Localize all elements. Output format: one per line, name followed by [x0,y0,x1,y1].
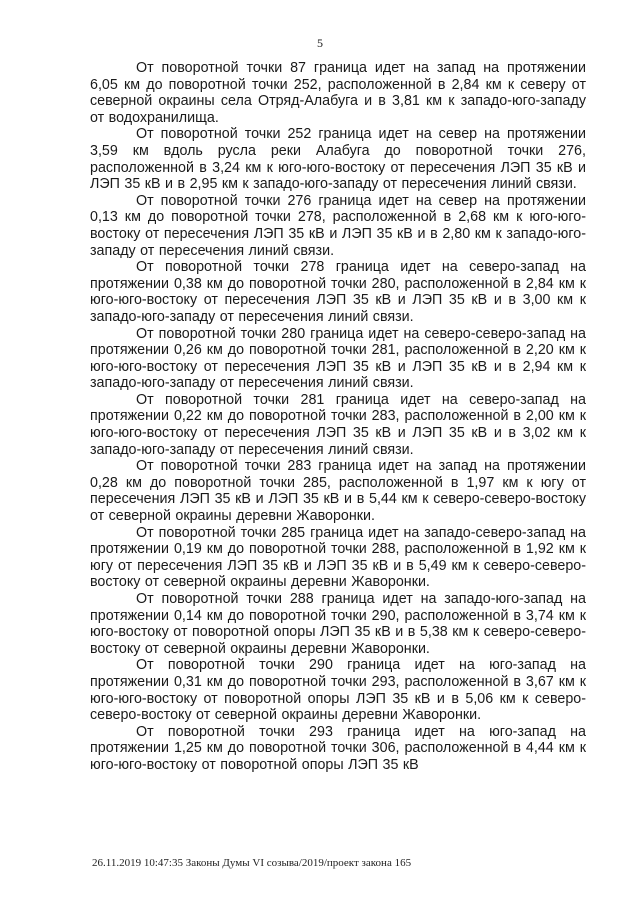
paragraph-1: От поворотной точки 87 граница идет на запад на протяжении 6,05 км до поворотной точки 252, расположенной в 2,84 км к северу от северной окраины села Отряд-Алабуга и в 3,81 км к западо-юго-западу от водохранилища. [90,60,586,126]
paragraph-9: От поворотной точки 288 граница идет на западо-юго-запад на протяжении 0,14 км до поворотной точки 290, расположенной в 3,74 км к юго-востоку от поворотной опоры ЛЭП 35 кВ и в 5,38 км к северо-северо-востоку от северной окраины деревни Жаворонки. [90,591,586,657]
paragraph-2: От поворотной точки 252 граница идет на север на протяжении 3,59 км вдоль русла реки Алабуга до поворотной точки 276, расположенной в 3,24 км к юго-юго-востоку от пересечения ЛЭП 35 кВ и ЛЭП 35 кВ и в 2,95 км к западо-юго-западу от пересечения линий связи. [90,126,586,193]
document-footer: 26.11.2019 10:47:35 Законы Думы VI созыва/2019/проект закона 165 [92,857,412,869]
paragraph-7: От поворотной точки 283 граница идет на запад на протяжении 0,28 км до поворотной точки 285, расположенной в 1,97 км к югу от пересечения ЛЭП 35 кВ и ЛЭП 35 кВ и в 5,44 км к северо-северо-востоку от северной окраины деревни Жаворонки. [90,458,586,525]
document-body [90,60,586,774]
paragraph-3: От поворотной точки 276 граница идет на север на протяжении 0,13 км до поворотной точки 278, расположенной в 2,68 км к юго-юго-востоку от пересечения ЛЭП 35 кВ и ЛЭП 35 кВ и в 2,80 км к западо-юго-западу от пересечения линий связи. [90,192,586,259]
paragraph-8: От поворотной точки 285 граница идет на западо-северо-запад на протяжении 0,19 км до поворотной точки 288, расположенной в 1,92 км к югу от пересечения ЛЭП 35 кВ и ЛЭП 35 кВ и в 5,49 км к северо-северо-востоку от северной окраины деревни Жаворонки. [90,524,586,591]
paragraph-6: От поворотной точки 281 граница идет на северо-запад на протяжении 0,22 км до поворотной точки 283, расположенной в 2,00 км к юго-юго-востоку от пересечения ЛЭП 35 кВ и ЛЭП 35 кВ и в 3,02 км к западо-юго-западу от пересечения линий связи. [90,391,586,458]
paragraph-11: От поворотной точки 293 граница идет на юго-запад на протяжении 1,25 км до поворотной точки 306, расположенной в 4,44 км к юго-юго-востоку от поворотной опоры ЛЭП 35 кВ [90,723,586,773]
page-number: 5 [317,36,323,50]
paragraph-10: От поворотной точки 290 граница идет на юго-запад на протяжении 0,31 км до поворотной точки 293, расположенной в 3,67 км к юго-юго-востоку от поворотной опоры ЛЭП 35 кВ и в 5,06 км к северо-северо-востоку от северной окраины деревни Жаворонки. [90,657,586,724]
paragraph-5: От поворотной точки 280 граница идет на северо-северо-запад на протяжении 0,26 км до поворотной точки 281, расположенной в 2,20 км к юго-юго-востоку от пересечения ЛЭП 35 кВ и ЛЭП 35 кВ и в 2,94 км к западо-юго-западу от пересечения линий связи. [90,325,586,392]
paragraph-4: От поворотной точки 278 граница идет на северо-запад на протяжении 0,38 км до поворотной точки 280, расположенной в 2,84 км к юго-юго-востоку от пересечения ЛЭП 35 кВ и ЛЭП 35 кВ и в 3,00 км к западо-юго-западу от пересечения линий связи. [90,259,586,325]
